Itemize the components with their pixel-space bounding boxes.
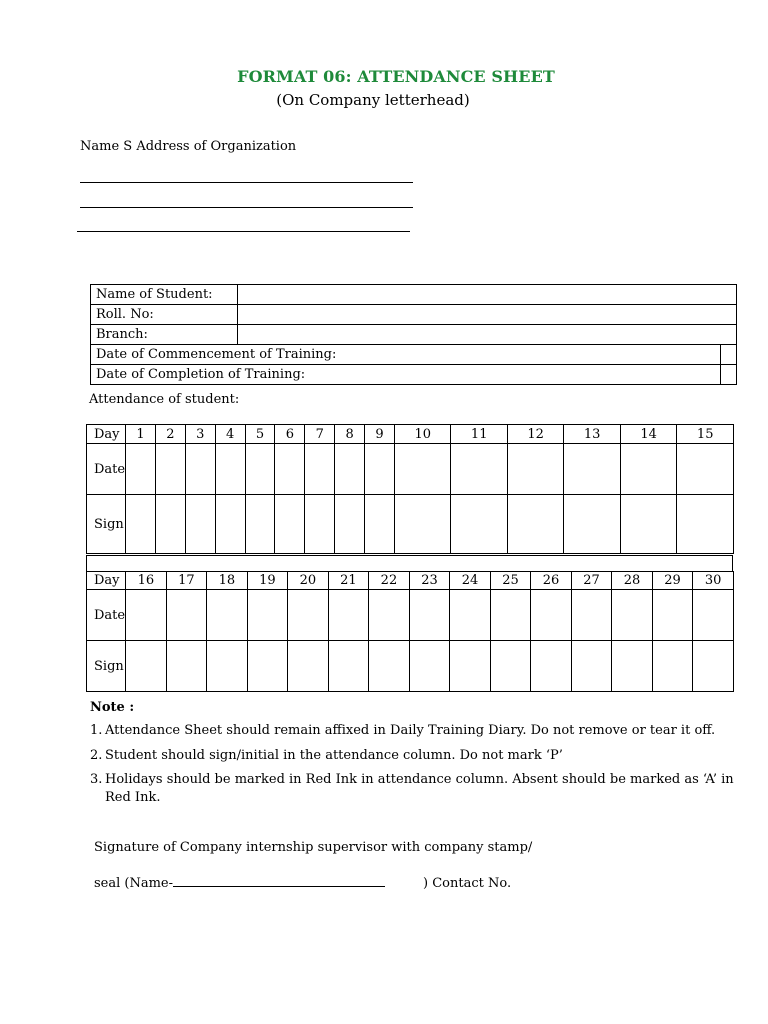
date-cell[interactable]	[288, 590, 329, 641]
note-item	[90, 747, 740, 765]
date-cell[interactable]	[275, 444, 305, 495]
sign-cell[interactable]	[451, 495, 507, 554]
day-number-cell: 5	[245, 425, 275, 444]
organization-line-3	[77, 231, 410, 232]
date-cell[interactable]	[677, 444, 734, 495]
sign-cell[interactable]	[275, 495, 305, 554]
day-number-cell: 2	[155, 425, 185, 444]
day-number-cell: 21	[328, 572, 369, 590]
sign-cell[interactable]	[652, 641, 693, 692]
date-cell[interactable]	[652, 590, 693, 641]
student-info-table	[90, 284, 737, 385]
date-cell[interactable]	[207, 590, 248, 641]
sign-cell[interactable]	[305, 495, 335, 554]
day-number-cell: 25	[490, 572, 531, 590]
date-cell[interactable]	[215, 444, 245, 495]
date-cell[interactable]	[247, 590, 288, 641]
roll-no-label: Roll. No:	[91, 305, 238, 325]
sign-cell[interactable]	[365, 495, 395, 554]
completion-row	[91, 365, 737, 385]
signature-line: Signature of Company internship supervisor with company stamp/	[94, 840, 533, 855]
sign-cell[interactable]	[288, 641, 329, 692]
sign-row	[87, 641, 734, 692]
day-number-cell: 15	[677, 425, 734, 444]
sign-cell[interactable]	[507, 495, 563, 554]
sign-cell[interactable]	[620, 495, 676, 554]
date-cell[interactable]	[564, 444, 620, 495]
day-number-cell: 26	[531, 572, 572, 590]
sign-row-label: Sign	[87, 641, 126, 692]
seal-prefix: seal (Name-	[94, 876, 174, 891]
sign-cell[interactable]	[155, 495, 185, 554]
day-number-cell: 28	[612, 572, 653, 590]
day-number-cell: 29	[652, 572, 693, 590]
date-cell[interactable]	[450, 590, 491, 641]
date-cell[interactable]	[365, 444, 395, 495]
day-number-cell: 11	[451, 425, 507, 444]
date-cell[interactable]	[531, 590, 572, 641]
day-row	[87, 572, 734, 590]
date-cell[interactable]	[335, 444, 365, 495]
sign-cell[interactable]	[215, 495, 245, 554]
organization-line-2	[80, 207, 413, 208]
sign-row	[87, 495, 734, 554]
day-row	[87, 425, 734, 444]
student-name-label: Name of Student:	[91, 285, 238, 305]
sign-cell[interactable]	[490, 641, 531, 692]
sign-cell[interactable]	[369, 641, 410, 692]
date-cell[interactable]	[185, 444, 215, 495]
date-cell[interactable]	[166, 590, 207, 641]
day-number-cell: 19	[247, 572, 288, 590]
day-number-cell: 7	[305, 425, 335, 444]
day-number-cell: 3	[185, 425, 215, 444]
date-cell[interactable]	[620, 444, 676, 495]
student-name-field[interactable]	[238, 285, 737, 305]
roll-no-row	[91, 305, 737, 325]
branch-row	[91, 325, 737, 345]
day-number-cell: 23	[409, 572, 450, 590]
sign-cell[interactable]	[677, 495, 734, 554]
note-text: Attendance Sheet should remain affixed in Daily Training Diary. Do not remove or tear it off.	[105, 723, 716, 738]
date-cell[interactable]	[394, 444, 450, 495]
day-number-cell: 6	[275, 425, 305, 444]
note-heading: Note :	[90, 700, 135, 715]
sign-cell[interactable]	[335, 495, 365, 554]
day-row-label: Day	[87, 572, 126, 590]
day-number-cell: 4	[215, 425, 245, 444]
day-number-cell: 27	[571, 572, 612, 590]
date-cell[interactable]	[126, 444, 156, 495]
supervisor-name-field[interactable]	[173, 874, 385, 887]
sign-cell[interactable]	[564, 495, 620, 554]
attendance-grid-days-16-30	[86, 571, 734, 692]
date-cell[interactable]	[451, 444, 507, 495]
day-number-cell: 8	[335, 425, 365, 444]
date-row	[87, 590, 734, 641]
date-cell[interactable]	[245, 444, 275, 495]
grid-separator	[86, 555, 733, 571]
page-subtitle: (On Company letterhead)	[276, 91, 470, 109]
branch-field[interactable]	[238, 325, 737, 345]
day-number-cell: 10	[394, 425, 450, 444]
date-row-label: Date	[87, 444, 126, 495]
note-number: 3.	[90, 772, 103, 787]
sign-cell[interactable]	[450, 641, 491, 692]
commencement-label: Date of Commencement of Training:	[91, 345, 721, 365]
sign-row-label: Sign	[87, 495, 126, 554]
student-name-row	[91, 285, 737, 305]
sign-cell[interactable]	[207, 641, 248, 692]
date-cell[interactable]	[571, 590, 612, 641]
day-number-cell: 12	[507, 425, 563, 444]
sign-cell[interactable]	[126, 495, 156, 554]
day-number-cell: 20	[288, 572, 329, 590]
date-row-label: Date	[87, 590, 126, 641]
day-number-cell: 13	[564, 425, 620, 444]
sign-cell[interactable]	[612, 641, 653, 692]
date-cell[interactable]	[612, 590, 653, 641]
date-cell[interactable]	[507, 444, 563, 495]
note-number: 2.	[90, 748, 103, 763]
sign-cell[interactable]	[245, 495, 275, 554]
commencement-field[interactable]	[721, 345, 737, 365]
day-row-label: Day	[87, 425, 126, 444]
day-number-cell: 14	[620, 425, 676, 444]
sign-cell[interactable]	[409, 641, 450, 692]
sign-cell[interactable]	[531, 641, 572, 692]
sign-cell[interactable]	[247, 641, 288, 692]
date-cell[interactable]	[693, 590, 734, 641]
branch-label: Branch:	[91, 325, 238, 345]
date-row	[87, 444, 734, 495]
note-text: Holidays should be marked in Red Ink in attendance column. Absent should be marked as ‘A’ in Red Ink.	[105, 772, 734, 805]
day-number-cell: 9	[365, 425, 395, 444]
completion-field[interactable]	[721, 365, 737, 385]
commencement-row	[91, 345, 737, 365]
sign-cell[interactable]	[166, 641, 207, 692]
day-number-cell: 1	[126, 425, 156, 444]
day-number-cell: 30	[693, 572, 734, 590]
sign-cell[interactable]	[328, 641, 369, 692]
roll-no-field[interactable]	[238, 305, 737, 325]
date-cell[interactable]	[155, 444, 185, 495]
completion-label: Date of Completion of Training:	[91, 365, 721, 385]
contact-label: ) Contact No.	[423, 876, 512, 891]
sign-cell[interactable]	[126, 641, 167, 692]
date-cell[interactable]	[305, 444, 335, 495]
date-cell[interactable]	[490, 590, 531, 641]
seal-line	[94, 874, 511, 891]
note-item	[90, 722, 740, 740]
organization-line-1	[80, 182, 413, 183]
sign-cell[interactable]	[571, 641, 612, 692]
day-number-cell: 22	[369, 572, 410, 590]
attendance-grid-days-1-15	[86, 424, 734, 554]
date-cell[interactable]	[328, 590, 369, 641]
sign-cell[interactable]	[693, 641, 734, 692]
day-number-cell: 24	[450, 572, 491, 590]
organization-label: Name S Address of Organization	[80, 139, 297, 154]
date-cell[interactable]	[126, 590, 167, 641]
sign-cell[interactable]	[394, 495, 450, 554]
page-title: FORMAT 06: ATTENDANCE SHEET	[237, 67, 555, 86]
sign-cell[interactable]	[185, 495, 215, 554]
date-cell[interactable]	[409, 590, 450, 641]
note-number: 1.	[90, 723, 103, 738]
day-number-cell: 17	[166, 572, 207, 590]
date-cell[interactable]	[369, 590, 410, 641]
note-item	[90, 771, 740, 807]
day-number-cell: 18	[207, 572, 248, 590]
note-text: Student should sign/initial in the attendance column. Do not mark ‘P’	[105, 748, 563, 763]
day-number-cell: 16	[126, 572, 167, 590]
attendance-label: Attendance of student:	[89, 392, 240, 407]
